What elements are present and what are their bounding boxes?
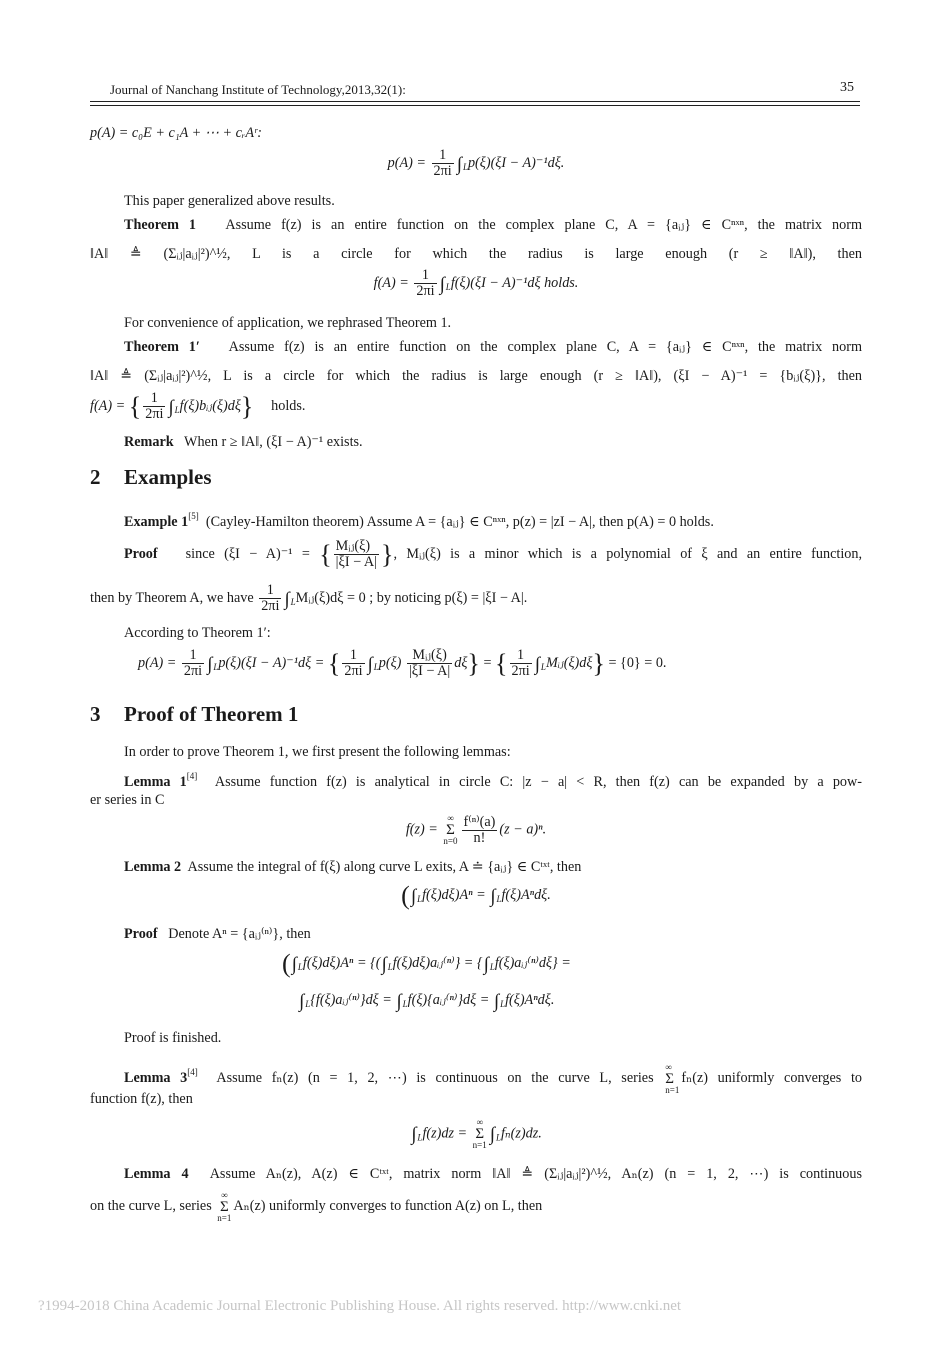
integral-sign: ∫ bbox=[411, 1124, 417, 1146]
lemma-text: Assume the integral of f(ξ) along curve L exits, A ≐ {aᵢⱼ} ∈ Cᵗˣᵗ, then bbox=[187, 859, 582, 875]
theorem-text-continued: ‖A‖ ≜ (Σᵢⱼ|aᵢⱼ|²)^½, L is a circle for which the radius is large enough (r ≥ ‖A‖), (ξI − A)⁻¹ = {bᵢⱼ(ξ)}, then bbox=[90, 368, 862, 384]
integral-sign: ∫ bbox=[489, 1124, 495, 1146]
example-1 bbox=[90, 506, 862, 532]
copyright-footer: ?1994-2018 China Academic Journal Electronic Publishing House. All rights reserved. http://www.cnki.net bbox=[38, 1298, 682, 1314]
lemma-text-continued: er series in C bbox=[90, 792, 165, 808]
citation-ref: [4] bbox=[186, 771, 198, 781]
paragraph-text: This paper generalized above results. bbox=[124, 193, 335, 209]
sum-upper: ∞ bbox=[221, 1189, 228, 1200]
formula-rhs: p(ξ)(ξI − A)⁻¹dξ. bbox=[467, 154, 565, 171]
integral-subscript: L bbox=[462, 161, 468, 172]
sum-lower: n=1 bbox=[472, 1140, 487, 1150]
formula-part: Mᵢⱼ(ξ)dξ bbox=[545, 654, 593, 671]
display-formula bbox=[90, 391, 862, 425]
text-line bbox=[90, 123, 862, 143]
left-brace: { bbox=[319, 540, 332, 569]
integral-sign: ∫ bbox=[207, 653, 213, 675]
fraction-numerator: 1 bbox=[143, 391, 165, 407]
lemma-text-continued: Aₙ(z) uniformly converges to function A(z) on L, then bbox=[233, 1198, 543, 1214]
integral-subscript: L bbox=[305, 999, 311, 1009]
running-header bbox=[90, 80, 860, 100]
lemma-heading: Lemma 4 bbox=[124, 1166, 189, 1182]
section-title: Proof of Theorem 1 bbox=[124, 702, 299, 726]
fraction bbox=[259, 583, 281, 614]
section-heading-2 bbox=[90, 465, 212, 490]
integral-sign: ∫ bbox=[284, 588, 290, 610]
text-line bbox=[90, 244, 862, 264]
text-line bbox=[90, 1089, 862, 1109]
integral-sign: ∫ bbox=[367, 653, 373, 675]
integral-subscript: L bbox=[402, 999, 408, 1009]
theorem-text: Assume f(z) is an entire function on the complex plane C, A = {aᵢⱼ} ∈ Cⁿˣⁿ, the matrix norm bbox=[228, 339, 862, 355]
lemma-heading: Lemma 3 bbox=[124, 1070, 188, 1086]
section-number: 2 bbox=[90, 465, 101, 489]
integral-sign: ∫ bbox=[534, 653, 540, 675]
sum-lower: n=1 bbox=[217, 1212, 232, 1223]
fraction bbox=[182, 648, 204, 679]
fraction-denominator: 2πi bbox=[416, 283, 435, 299]
display-formula bbox=[90, 268, 862, 302]
formula-lhs: f(z) = bbox=[405, 821, 438, 838]
remark bbox=[90, 432, 862, 452]
theorem-1-prime bbox=[90, 337, 862, 357]
integral-subscript: L bbox=[496, 894, 502, 904]
integral-sign: ∫ bbox=[168, 396, 174, 418]
proof-text: Mᵢⱼ(ξ)dξ = 0 ; by noticing p(ξ) = |ξI − A|. bbox=[295, 589, 528, 606]
integral-sign: ∫ bbox=[299, 991, 305, 1012]
fraction-denominator: 2πi bbox=[433, 163, 452, 179]
example-text: (Cayley-Hamilton theorem) Assume A = {aᵢⱼ} ∈ Cⁿˣⁿ, p(z) = |zI − A|, then p(A) = 0 holds. bbox=[205, 514, 714, 530]
integral-subscript: L bbox=[297, 962, 303, 972]
integral-sign: ∫ bbox=[439, 273, 445, 295]
proof-text: , Mᵢⱼ(ξ) is a minor which is a polynomial of ξ and an entire function, bbox=[393, 546, 863, 562]
lemma-text-continued: function f(z), then bbox=[90, 1091, 193, 1107]
formula-part: f(ξ)dξ)Aⁿ = {( bbox=[302, 955, 381, 971]
sum-operator bbox=[443, 814, 457, 846]
integral-subscript: L bbox=[387, 962, 393, 972]
paragraph-text: Proof is finished. bbox=[124, 1030, 222, 1046]
integral-sign: ∫ bbox=[410, 886, 417, 907]
sum-lower: n=0 bbox=[443, 836, 458, 846]
formula-part: f(z)dz = bbox=[422, 1125, 468, 1142]
remark-text: When r ≥ ‖A‖, (ξI − A)⁻¹ exists. bbox=[184, 434, 363, 450]
integral-subscript: L bbox=[373, 661, 379, 672]
fraction-denominator: |ξI − A| bbox=[335, 554, 377, 571]
fraction-numerator: Mᵢⱼ(ξ) bbox=[334, 539, 379, 555]
left-paren: ( bbox=[282, 949, 291, 978]
text-line bbox=[90, 623, 862, 643]
text-line bbox=[90, 366, 862, 386]
integral-sign: ∫ bbox=[381, 954, 387, 975]
display-formula: p(A) = $\frac{1}{2\pi i}$ $\int_Lp(\xi)(\xi I - A)^{-1}d\xi$ = { $\frac{1}{2\pi i}$ $\int_Lp(\xi)$ $\frac{\text{Mᵢⱼ(ξ)}}{|\xi I - A|}$ dξ} = { $\frac{1}{2\pi i}$ $\int_LMᵢⱼ(\xi)d\xi\} = \{0\} = 0$. bbox=[138, 647, 667, 679]
citation-ref: [4] bbox=[187, 1067, 198, 1077]
section-number: 3 bbox=[90, 702, 101, 726]
proof-text: then by Theorem A, we have bbox=[90, 589, 254, 606]
page-number: 35 bbox=[840, 80, 854, 95]
fraction-numerator: 1 bbox=[259, 583, 281, 599]
sum-sign: Σ bbox=[446, 822, 455, 838]
integral-subscript: L bbox=[489, 962, 495, 972]
integral-sign: ∫ bbox=[396, 991, 402, 1012]
left-paren: ( bbox=[401, 881, 410, 910]
theorem-1 bbox=[90, 215, 862, 235]
fraction bbox=[432, 148, 454, 179]
fraction-denominator: 2πi bbox=[511, 663, 530, 679]
integral-subscript: L bbox=[290, 596, 296, 607]
citation-ref: [5] bbox=[188, 511, 199, 521]
lemma-4 bbox=[90, 1164, 862, 1184]
formula-part: f(ξ)Aⁿdξ. bbox=[505, 992, 555, 1008]
formula-part: p(ξ)(ξI − A)⁻¹dξ = bbox=[218, 654, 325, 671]
formula-lhs: p(A) = bbox=[387, 154, 426, 171]
text-line bbox=[90, 1028, 862, 1048]
lemma-text: Assume Aₙ(z), A(z) ∈ Cᵗˣᵗ, matrix norm ‖A‖ ≜ (Σᵢⱼ|aᵢⱼ|²)^½, Aₙ(z) (n = 1, 2, ⋯) is continuous bbox=[209, 1166, 862, 1182]
sum-upper: ∞ bbox=[476, 1117, 483, 1127]
proof-heading: Proof bbox=[124, 546, 158, 562]
text-line bbox=[90, 790, 862, 810]
formula-part: f(ξ)Aⁿdξ. bbox=[501, 887, 551, 903]
integral-sign: ∫ bbox=[483, 954, 489, 975]
sum-upper: ∞ bbox=[447, 813, 454, 823]
sum-operator bbox=[217, 1191, 231, 1223]
theorem-heading: Theorem 1 bbox=[124, 217, 197, 233]
left-brace: { bbox=[327, 648, 341, 678]
text-line bbox=[90, 1190, 862, 1222]
formula-part: f(ξ)aᵢⱼ⁽ⁿ⁾dξ} = bbox=[494, 955, 571, 971]
lemma-heading: Lemma 2 bbox=[124, 859, 182, 875]
display-formula bbox=[90, 990, 862, 1020]
lemma-text-continued: on the curve L, series bbox=[90, 1198, 212, 1214]
formula-rhs: f(ξ)bᵢⱼ(ξ)dξ bbox=[179, 397, 241, 414]
formula-part: f(ξ)dξ)aᵢⱼ⁽ⁿ⁾} = { bbox=[392, 955, 483, 971]
lemma-text: fₙ(z) uniformly converges to bbox=[681, 1070, 863, 1086]
proof-line bbox=[90, 583, 862, 617]
integral-sign: ∫ bbox=[493, 991, 500, 1012]
integral-subscript: L bbox=[445, 281, 451, 292]
sum-sign: Σ bbox=[665, 1070, 675, 1087]
integral-subscript: L bbox=[417, 1132, 423, 1143]
fraction-numerator: 1 bbox=[182, 648, 204, 664]
fraction-numerator: Mᵢⱼ(ξ) bbox=[407, 648, 452, 664]
fraction bbox=[342, 648, 364, 679]
display-formula bbox=[90, 814, 862, 850]
formula-part: (z − a)ⁿ. bbox=[499, 821, 547, 838]
left-brace: { bbox=[495, 648, 508, 678]
lemma-text: Assume function f(z) is analytical in circle C: |z − a| < R, then f(z) can be expanded by a pow- bbox=[214, 774, 862, 790]
paragraph-text: For convenience of application, we rephrased Theorem 1. bbox=[124, 315, 452, 331]
fraction-denominator: 2πi bbox=[344, 663, 363, 679]
fraction bbox=[510, 648, 532, 679]
lemma-1 bbox=[90, 766, 862, 792]
right-brace: } bbox=[467, 648, 480, 678]
section-title: Examples bbox=[124, 465, 212, 489]
formula-lhs: f(A) = bbox=[90, 397, 126, 414]
integral-subscript: L bbox=[540, 661, 546, 672]
proof-line bbox=[90, 537, 862, 571]
lemma-3 bbox=[90, 1057, 863, 1095]
fraction-denominator: 2πi bbox=[145, 406, 164, 422]
fraction bbox=[462, 815, 498, 846]
remark-heading: Remark bbox=[124, 434, 174, 450]
formula-part: {f(ξ)aᵢⱼ⁽ⁿ⁾}dξ = bbox=[310, 992, 392, 1008]
text-line bbox=[90, 191, 862, 211]
fraction-numerator: 1 bbox=[414, 268, 436, 284]
fraction-denominator: 2πi bbox=[183, 663, 203, 679]
section-heading-3 bbox=[90, 702, 298, 727]
right-brace: } bbox=[380, 540, 394, 569]
fraction bbox=[334, 539, 379, 570]
polynomial-definition: p(A) = c₀E + c₁A + ⋯ + cᵣAʳ: bbox=[90, 125, 262, 141]
formula-part: dξ bbox=[454, 654, 468, 671]
display-formula bbox=[90, 949, 862, 983]
formula-result: = {0} = 0. bbox=[608, 654, 667, 671]
formula-part: p(ξ) bbox=[378, 654, 402, 671]
fraction-numerator: 1 bbox=[510, 648, 532, 664]
text-line bbox=[90, 742, 862, 762]
sum-sign: Σ bbox=[219, 1198, 229, 1215]
text-line bbox=[90, 313, 862, 333]
display-formula bbox=[90, 881, 862, 913]
integral-subscript: L bbox=[213, 661, 219, 672]
integral-sign: ∫ bbox=[291, 954, 297, 975]
fraction bbox=[414, 268, 436, 299]
integral-subscript: L bbox=[495, 1132, 501, 1143]
integral-sign: ∫ bbox=[456, 153, 462, 175]
header-rule-thin bbox=[90, 105, 860, 106]
journal-citation: Journal of Nanchang Institute of Technology,2013,32(1): bbox=[110, 82, 406, 97]
formula-rhs: f(ξ)(ξI − A)⁻¹dξ holds. bbox=[450, 274, 579, 291]
paragraph-text: According to Theorem 1′: bbox=[124, 625, 271, 641]
integral-subscript: L bbox=[174, 404, 180, 415]
formula-part: f(ξ)dξ)Aⁿ = bbox=[422, 887, 486, 903]
integral-sign: ∫ bbox=[490, 886, 496, 907]
left-brace: { bbox=[128, 391, 142, 421]
lemma-heading: Lemma 1 bbox=[124, 774, 187, 790]
formula-lhs: f(A) = bbox=[373, 274, 409, 291]
lemma-text: Assume fₙ(z) (n = 1, 2, ⋯) is continuous on the curve L, series bbox=[216, 1070, 654, 1086]
sum-lower: n=1 bbox=[665, 1084, 680, 1095]
proof-heading: Proof bbox=[124, 926, 158, 942]
sum-sign: Σ bbox=[475, 1126, 485, 1142]
fraction bbox=[143, 391, 165, 422]
theorem-heading: Theorem 1′ bbox=[124, 339, 200, 355]
right-brace: } bbox=[592, 648, 605, 678]
right-brace: } bbox=[240, 391, 254, 421]
header-rule-thick bbox=[90, 101, 860, 102]
formula-part: f(ξ){aᵢⱼ⁽ⁿ⁾}dξ = bbox=[407, 992, 490, 1008]
integral-subscript: L bbox=[500, 999, 506, 1009]
example-heading: Example 1 bbox=[124, 514, 189, 530]
formula-lhs: p(A) = bbox=[138, 654, 177, 671]
theorem-text: Assume f(z) is an entire function on the complex plane C, A = {aᵢⱼ} ∈ Cⁿˣⁿ, the matrix norm bbox=[225, 217, 863, 233]
fraction-denominator: n! bbox=[473, 829, 486, 846]
fraction-numerator: 1 bbox=[432, 148, 454, 164]
integral-subscript: L bbox=[417, 894, 423, 904]
fraction-denominator: |ξI − A| bbox=[408, 663, 451, 679]
fraction bbox=[407, 648, 452, 679]
proof-line bbox=[90, 924, 862, 944]
display-formula bbox=[90, 148, 862, 182]
holds-text: holds. bbox=[271, 397, 306, 414]
proof-text: Denote Aⁿ = {aᵢⱼ⁽ⁿ⁾}, then bbox=[168, 926, 311, 942]
fraction-numerator: f⁽ⁿ⁾(a) bbox=[463, 813, 496, 830]
display-formula bbox=[90, 1118, 862, 1154]
sum-upper: ∞ bbox=[665, 1061, 672, 1072]
paragraph-text: In order to prove Theorem 1, we first present the following lemmas: bbox=[124, 744, 511, 760]
fraction-numerator: 1 bbox=[342, 648, 364, 664]
sum-operator bbox=[473, 1118, 487, 1150]
formula-part: fₙ(z)dz. bbox=[500, 1125, 542, 1142]
theorem-text-continued: ‖A‖ ≜ (Σᵢⱼ|aᵢⱼ|²)^½, L is a circle for which the radius is large enough (r ≥ ‖A‖), then bbox=[90, 246, 862, 262]
fraction-denominator: 2πi bbox=[261, 598, 280, 614]
proof-text: since (ξI − A)⁻¹ = bbox=[185, 546, 310, 562]
lemma-2 bbox=[90, 857, 862, 877]
